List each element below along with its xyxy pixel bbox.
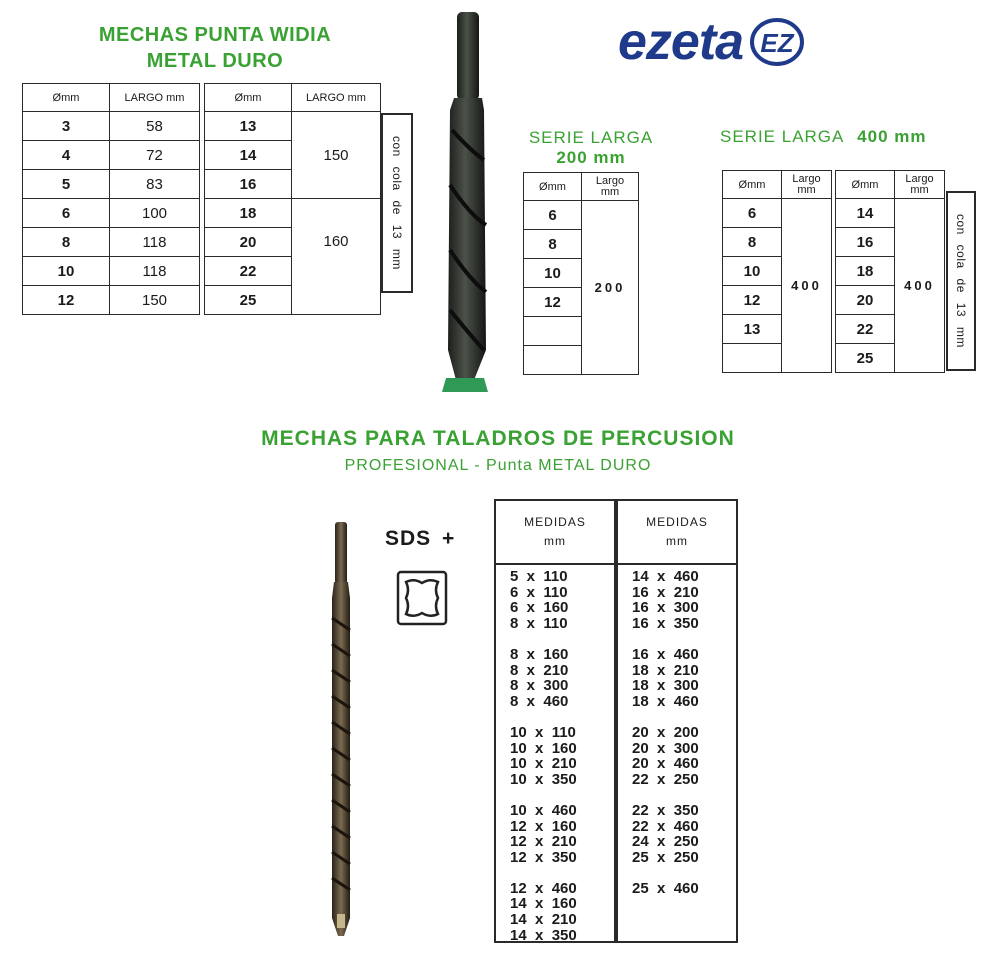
- group-gap: [632, 787, 736, 803]
- list-item: 5 x 110: [510, 568, 568, 585]
- sds-label: SDS +: [385, 527, 456, 550]
- col-diam: Ømm: [524, 173, 582, 201]
- length-cell: 100: [110, 199, 200, 228]
- list-item: 25 x 460: [632, 879, 699, 897]
- list-item: 22 x 250: [632, 770, 699, 788]
- diam-cell: 20: [836, 286, 895, 315]
- diam-cell: 18: [836, 257, 895, 286]
- widia-table-right: [204, 83, 381, 315]
- col-diam: Ømm: [23, 84, 110, 112]
- brand-logo: [618, 14, 898, 70]
- length-cell: 72: [110, 141, 200, 170]
- list-item: 12 x 160: [510, 817, 577, 835]
- list-item: 10 x 210: [510, 755, 577, 773]
- widia-drill-bit-image: [430, 10, 500, 398]
- length-cell: 118: [110, 257, 200, 286]
- group-gap: [632, 865, 736, 881]
- diam-cell: 6: [524, 201, 582, 230]
- diam-cell: 10: [23, 257, 110, 286]
- shank-note: [381, 113, 413, 293]
- widia-title-line2: METAL DURO: [146, 50, 284, 72]
- list-item: 18 x 210: [632, 661, 699, 679]
- list-item: 12 x 460: [510, 879, 577, 897]
- brand-emblem: EZ: [760, 28, 794, 58]
- diam-cell: 18: [205, 199, 292, 228]
- list-item: 20 x 460: [632, 755, 699, 773]
- shank-note-text: con cola de 13 mm: [390, 136, 404, 270]
- serie400-title-b: 400 mm: [857, 127, 927, 146]
- sds-drill-bit-image: [320, 518, 364, 940]
- length-cell: 83: [110, 170, 200, 199]
- list-item: 20 x 200: [632, 723, 699, 741]
- medidas-unit: mm: [666, 534, 688, 548]
- col-diam: Ømm: [836, 171, 895, 199]
- list-item: 12 x 210: [510, 833, 577, 851]
- col-largo-1: Largo: [595, 174, 625, 187]
- widia-title-line1: MECHAS PUNTA WIDIA: [98, 24, 332, 46]
- serie200-title-line1: SERIE LARGA: [528, 128, 654, 147]
- diam-cell: 12: [23, 286, 110, 315]
- list-item: 16 x 300: [632, 599, 699, 617]
- list-item: 16 x 350: [632, 614, 699, 632]
- shank-note-400: [946, 191, 976, 371]
- group-gap: [510, 865, 614, 881]
- medidas-list-2: [616, 499, 738, 943]
- list-item: 8 x 110: [510, 614, 568, 632]
- table-row: [23, 112, 200, 141]
- diam-cell: 14: [205, 141, 292, 170]
- list-item: 14 x 210: [510, 911, 577, 929]
- diam-cell: 6: [23, 199, 110, 228]
- group-gap: [632, 709, 736, 725]
- serie200-table: [523, 172, 639, 375]
- length-cell: 118: [110, 228, 200, 257]
- diam-cell: 16: [205, 170, 292, 199]
- percusion-title: MECHAS PARA TALADROS DE PERCUSION: [261, 427, 735, 450]
- diam-cell: 3: [23, 112, 110, 141]
- col-largo: [582, 173, 639, 201]
- list-item: 18 x 460: [632, 692, 699, 710]
- length-cell: 150: [292, 112, 381, 199]
- list-item: 14 x 460: [632, 568, 699, 585]
- diam-cell: 25: [205, 286, 292, 315]
- group-gap: [510, 709, 614, 725]
- serie400-table-right: [835, 170, 945, 373]
- diam-cell: 12: [524, 288, 582, 317]
- col-largo-2: mm: [910, 183, 929, 196]
- serie400-table-left: [722, 170, 832, 373]
- list-item: 10 x 350: [510, 770, 577, 788]
- diam-cell: 8: [524, 230, 582, 259]
- col-largo-1: Largo: [792, 172, 821, 185]
- length-cell: 200: [582, 201, 639, 375]
- diam-cell: 14: [836, 199, 895, 228]
- length-cell: 400: [895, 199, 945, 373]
- diam-cell: 13: [205, 112, 292, 141]
- list-item: 18 x 300: [632, 677, 699, 695]
- diam-cell: [524, 317, 582, 346]
- diam-cell: 20: [205, 228, 292, 257]
- medidas-unit: mm: [544, 534, 566, 548]
- length-cell: 150: [110, 286, 200, 315]
- diam-cell: 10: [524, 259, 582, 288]
- list-item: 8 x 460: [510, 692, 569, 710]
- list-item: 10 x 460: [510, 801, 577, 819]
- brand-name: ezeta: [618, 13, 744, 71]
- group-gap: [510, 631, 614, 647]
- table-row: [23, 199, 200, 228]
- list-item: 10 x 160: [510, 739, 577, 757]
- group-gap: [510, 787, 614, 803]
- col-largo: LARGO mm: [110, 84, 200, 112]
- col-largo: [895, 171, 945, 199]
- col-diam: Ømm: [205, 84, 292, 112]
- medidas-header: MEDIDAS: [524, 515, 586, 529]
- diam-cell: [524, 346, 582, 375]
- list-item: 6 x 160: [510, 599, 569, 617]
- col-largo-2: mm: [797, 183, 816, 196]
- table-row: [23, 228, 200, 257]
- list-item: 8 x 300: [510, 677, 569, 695]
- diam-cell: 25: [836, 344, 895, 373]
- col-diam: Ømm: [723, 171, 782, 199]
- table-row: [23, 141, 200, 170]
- list-item: 22 x 460: [632, 817, 699, 835]
- shank-note-400-text: con cola de 13 mm: [954, 214, 968, 348]
- list-item: 8 x 160: [510, 645, 569, 663]
- length-cell: 400: [782, 199, 832, 373]
- diam-cell: 22: [836, 315, 895, 344]
- table-row: [23, 286, 200, 315]
- percusion-subtitle: PROFESIONAL - Punta METAL DURO: [344, 457, 652, 474]
- list-item: 14 x 160: [510, 895, 577, 913]
- widia-table-left: [22, 83, 200, 315]
- group-gap: [632, 631, 736, 647]
- list-item: 10 x 110: [510, 723, 576, 741]
- medidas-list-1: [494, 499, 616, 943]
- diam-cell: 22: [205, 257, 292, 286]
- sds-shank-profile-icon: [396, 570, 448, 626]
- diam-cell: 5: [23, 170, 110, 199]
- col-largo: LARGO mm: [292, 84, 381, 112]
- list-item: 20 x 300: [632, 739, 699, 757]
- diam-cell: 16: [836, 228, 895, 257]
- brand-emblem-icon: [749, 16, 805, 68]
- list-item: 6 x 110: [510, 583, 568, 601]
- list-item: 16 x 210: [632, 583, 699, 601]
- diam-cell: 8: [23, 228, 110, 257]
- col-largo-1: Largo: [905, 172, 934, 185]
- table-row: [23, 170, 200, 199]
- serie200-title-line2: 200 mm: [556, 148, 626, 167]
- medidas-items-1: [496, 565, 614, 943]
- diam-cell: 8: [723, 228, 782, 257]
- list-item: 16 x 460: [632, 645, 699, 663]
- diam-cell: 4: [23, 141, 110, 170]
- medidas-items-2: [618, 565, 736, 896]
- list-item: 25 x 250: [632, 848, 699, 866]
- serie400-title-a: SERIE LARGA: [720, 127, 844, 146]
- diam-cell: [723, 344, 782, 373]
- diam-cell: 6: [723, 199, 782, 228]
- length-cell: 160: [292, 199, 381, 315]
- length-cell: 58: [110, 112, 200, 141]
- list-item: 24 x 250: [632, 833, 699, 851]
- table-row: [23, 257, 200, 286]
- list-item: 8 x 210: [510, 661, 569, 679]
- list-item: 12 x 350: [510, 848, 577, 866]
- diam-cell: 10: [723, 257, 782, 286]
- list-item: 22 x 350: [632, 801, 699, 819]
- medidas-header: MEDIDAS: [646, 515, 708, 529]
- col-largo: [782, 171, 832, 199]
- col-largo-2: mm: [600, 185, 620, 198]
- diam-cell: 12: [723, 286, 782, 315]
- diam-cell: 13: [723, 315, 782, 344]
- list-item: 14 x 350: [510, 926, 577, 944]
